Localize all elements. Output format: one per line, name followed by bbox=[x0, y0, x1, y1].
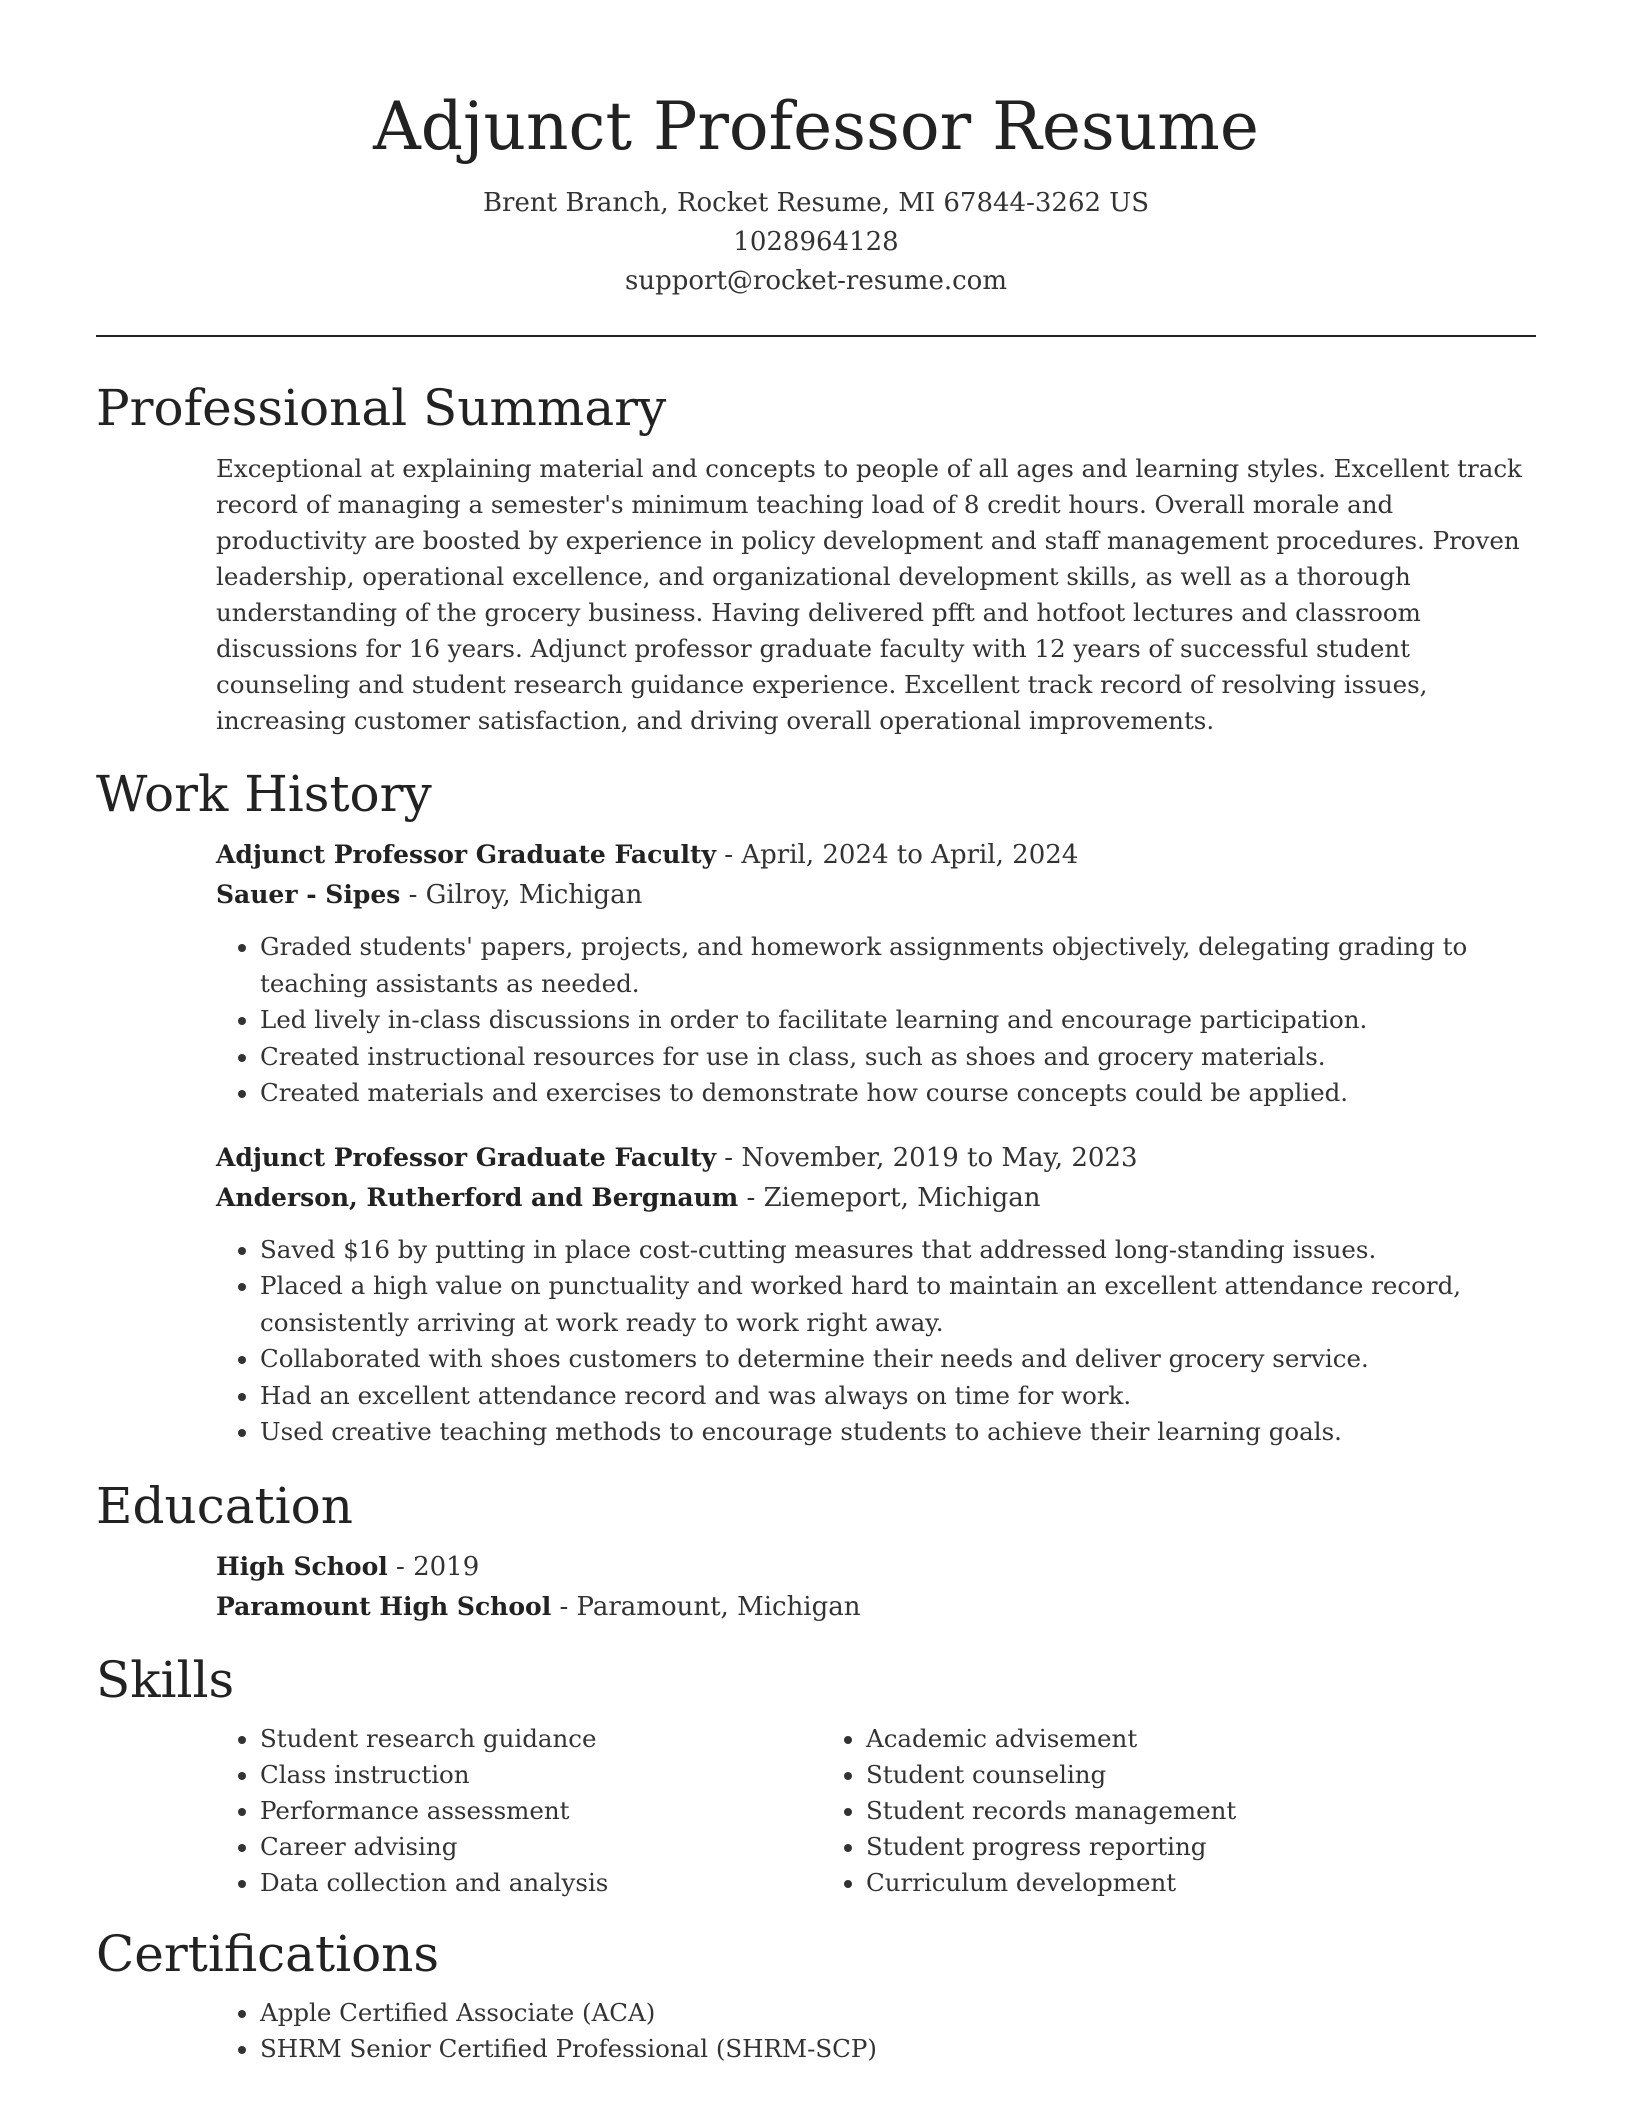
education-school-line bbox=[216, 1587, 1536, 1627]
job-bullet: • Used creative teaching methods to encourage students to achieve their learning goals. bbox=[260, 1414, 1536, 1451]
skill-item: • Academic advisement bbox=[866, 1721, 1428, 1757]
skills-heading: Skills bbox=[96, 1650, 235, 1709]
job-title-line bbox=[216, 835, 1536, 875]
job-entry bbox=[216, 835, 1536, 1112]
job-title: Adjunct Professor Graduate Faculty bbox=[216, 1142, 717, 1172]
job-bullet: • Placed a high value on punctuality and worked hard to maintain an excellent attendance record, consistently arriving at work ready to work right away. bbox=[260, 1268, 1536, 1341]
resume-page bbox=[96, 0, 1536, 2068]
header-divider bbox=[96, 335, 1536, 337]
contact-email: support@rocket-resume.com bbox=[624, 266, 1007, 296]
certification-item: • SHRM Senior Certified Professional (SHRM-SCP) bbox=[260, 2031, 1536, 2068]
job-dates: - April, 2024 to April, 2024 bbox=[716, 840, 1079, 870]
job-title-line bbox=[216, 1138, 1536, 1178]
skill-item: • Student records management bbox=[866, 1793, 1428, 1829]
skill-item: • Performance assessment bbox=[260, 1793, 822, 1829]
contact-block bbox=[96, 184, 1536, 301]
education-degree-line bbox=[216, 1547, 1536, 1587]
summary-heading: Professional Summary bbox=[96, 379, 667, 437]
job-bullets bbox=[216, 929, 1536, 1112]
job-bullet: • Graded students' papers, projects, and homework assignments objectively, delegating grading to teaching assistants as needed. bbox=[260, 929, 1536, 1002]
education-section bbox=[216, 1547, 1536, 1627]
certifications-list bbox=[216, 1995, 1536, 2068]
job-bullet: • Led lively in-class discussions in order to facilitate learning and encourage participation. bbox=[260, 1002, 1536, 1039]
skill-item: • Student counseling bbox=[866, 1757, 1428, 1793]
job-employer: Sauer - Sipes bbox=[216, 880, 401, 909]
education-heading: Education bbox=[96, 1476, 353, 1535]
job-bullet: • Had an excellent attendance record and was always on time for work. bbox=[260, 1378, 1536, 1415]
job-employer: Anderson, Rutherford and Bergnaum bbox=[216, 1182, 739, 1212]
job-bullets bbox=[216, 1232, 1536, 1451]
job-entry bbox=[216, 1138, 1536, 1451]
education-location: - Paramount, Michigan bbox=[551, 1591, 861, 1622]
work-history-heading: Work History bbox=[96, 765, 432, 823]
job-bullet: • Created materials and exercises to demonstrate how course concepts could be applied. bbox=[260, 1075, 1536, 1112]
skills-list-left bbox=[216, 1721, 822, 1901]
certifications-section bbox=[216, 1995, 1536, 2068]
certifications-heading: Certifications bbox=[96, 1924, 440, 1983]
job-employer-line bbox=[216, 875, 1536, 915]
job-location: - Ziemeport, Michigan bbox=[738, 1182, 1041, 1213]
summary-text: Exceptional at explaining material and concepts to people of all ages and learning styles. Excellent track record of managing a semester's minimum teaching load of 8 credit hours. Overall morale and productivity are boosted by experience in policy development and staff management procedures. Proven leadership, operational excellence, and organizational development skills, as well as a thorough understanding of the grocery business. Having delivered pfft and hotfoot lectures and classroom discussions for 16 years. Adjunct professor graduate faculty with 12 years of successful student counseling and student research guidance experience. Excellent track record of resolving issues, increasing customer satisfaction, and driving overall operational improvements. bbox=[216, 454, 1522, 735]
contact-address: Brent Branch, Rocket Resume, MI 67844-3262 US bbox=[482, 188, 1150, 218]
contact-phone: 1028964128 bbox=[733, 227, 899, 257]
skill-item: • Career advising bbox=[260, 1829, 822, 1865]
resume-title: Adjunct Professor Resume bbox=[373, 88, 1259, 165]
skills-section bbox=[216, 1721, 1536, 1901]
skill-item: • Curriculum development bbox=[866, 1865, 1428, 1901]
work-history-section bbox=[216, 835, 1536, 1451]
education-school: Paramount High School bbox=[216, 1591, 552, 1621]
education-year: - 2019 bbox=[387, 1551, 480, 1582]
job-title: Adjunct Professor Graduate Faculty bbox=[216, 840, 717, 869]
skill-item: • Student research guidance bbox=[260, 1721, 822, 1757]
skills-columns bbox=[216, 1721, 1536, 1901]
skills-list-right bbox=[822, 1721, 1428, 1901]
job-bullet: • Collaborated with shoes customers to determine their needs and deliver grocery service. bbox=[260, 1341, 1536, 1378]
education-degree: High School bbox=[216, 1551, 388, 1581]
job-employer-line bbox=[216, 1178, 1536, 1218]
skill-item: • Data collection and analysis bbox=[260, 1865, 822, 1901]
job-dates: - November, 2019 to May, 2023 bbox=[716, 1142, 1138, 1173]
job-bullet: • Saved $16 by putting in place cost-cutting measures that addressed long-standing issues. bbox=[260, 1232, 1536, 1269]
skill-item: • Class instruction bbox=[260, 1757, 822, 1793]
job-location: - Gilroy, Michigan bbox=[400, 880, 643, 910]
certification-item: • Apple Certified Associate (ACA) bbox=[260, 1995, 1536, 2032]
summary-section bbox=[216, 451, 1536, 739]
skill-item: • Student progress reporting bbox=[866, 1829, 1428, 1865]
job-bullet: • Created instructional resources for use in class, such as shoes and grocery materials. bbox=[260, 1039, 1536, 1076]
